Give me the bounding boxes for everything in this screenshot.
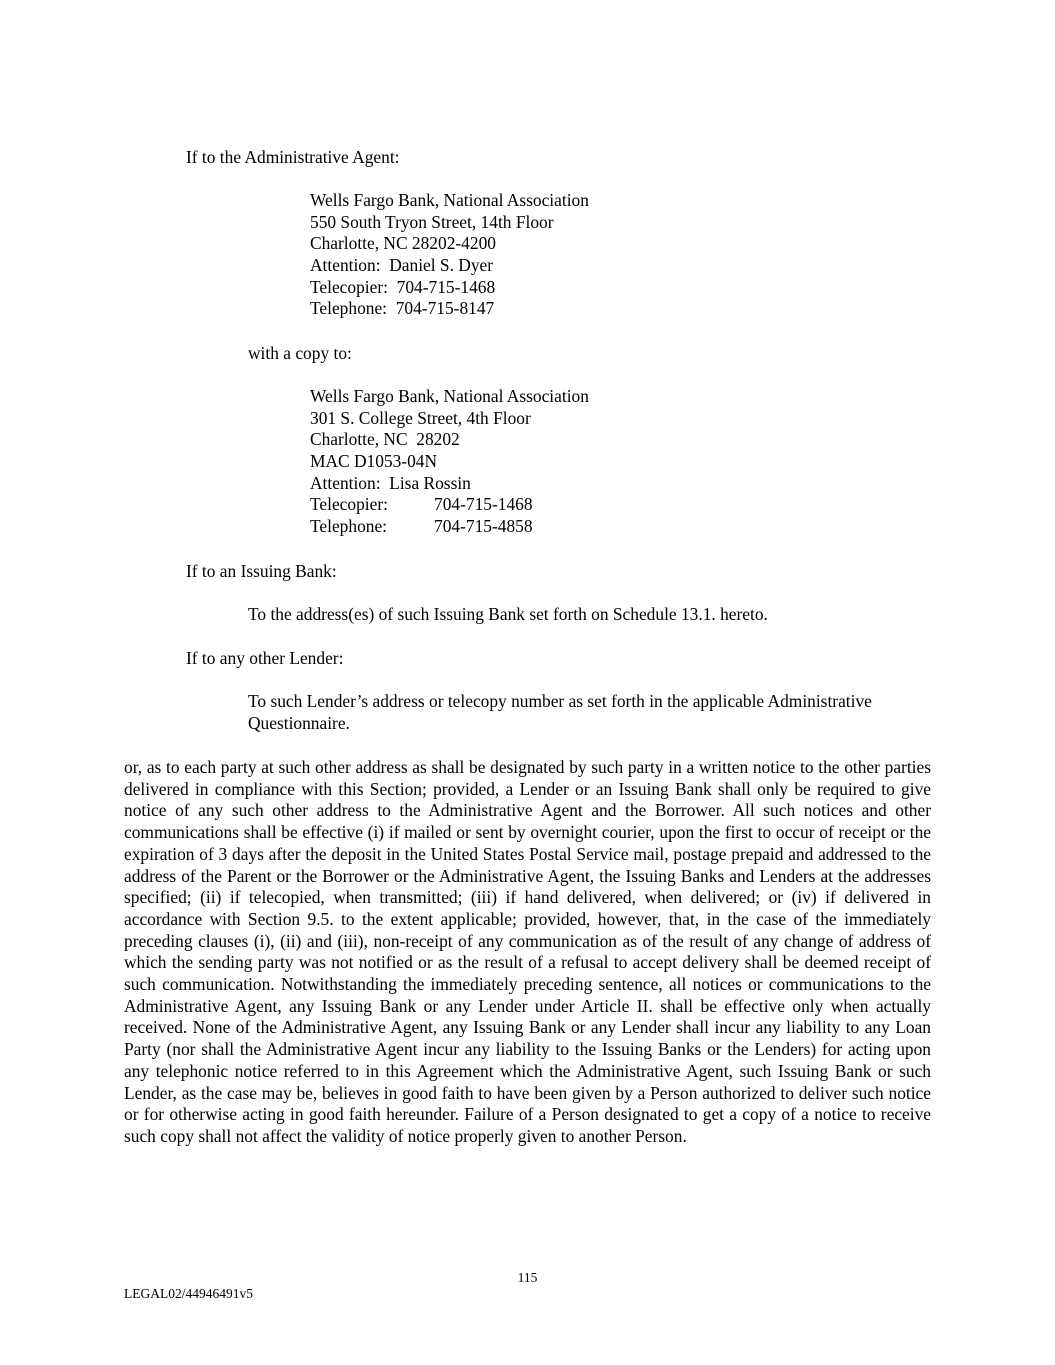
issuing-bank-text: To the address(es) of such Issuing Bank set forth on Schedule 13.1. hereto. <box>248 604 768 624</box>
address-line: MAC D1053-04N <box>310 451 438 472</box>
address-line: Wells Fargo Bank, National Association <box>310 386 589 406</box>
notice-body-paragraph: or, as to each party at such other address as shall be designated by such party in a written notice to the other parties delivered in compliance with this Section; provided, a Lender or an Issuing Bank shall only be required to give notice of any such other address to the Administrative Agent and the Borrower. All such notices and other communications shall be effective (i) if mailed or sent by overnight courier, upon the first to occur of receipt or the expiration of 3 days after the deposit in the United States Postal Service mail, postage prepaid and addressed to the address of the Parent or the Borrower or the Administrative Agent, the Issuing Banks and Lenders at the addresses specified; (ii) if telecopied, when transmitted; (iii) if hand delivered, when delivered; or (iv) if delivered in accordance with Section 9.5. to the extent applicable; provided, however, that, in the case of the immediately preceding clauses (i), (ii) and (iii), non-receipt of any communication as of the result of any change of address of which the sending party was not notified or as the result of a refusal to accept delivery shall be deemed receipt of such communication. Notwithstanding the immediately preceding sentence, all notices or communications to the Administrative Agent, any Issuing Bank or any Lender under Article II. shall be effective only when actually received. None of the Administrative Agent, any Issuing Bank or any Lender shall incur any liability to any Loan Party (nor shall the Administrative Agent incur any liability to the Issuing Banks or the Lenders) for acting upon any telephonic notice referred to in this Agreement which the Administrative Agent, such Issuing Bank or such Lender, as the case may be, believes in good faith to have been given by a Person authorized to deliver such notice or for otherwise acting in good faith hereunder. Failure of a Person designated to get a copy of a notice to receive such copy shall not affect the validity of notice properly given to another Person. <box>124 757 931 1146</box>
telephone-value: 704-715-4858 <box>434 516 533 537</box>
telephone-line <box>310 516 589 538</box>
address-line: Telephone: 704-715-8147 <box>310 298 495 319</box>
admin-agent-heading: If to the Administrative Agent: <box>186 147 400 167</box>
telephone-label: Telephone: <box>310 516 388 537</box>
other-lender-text-line2: Questionnaire. <box>248 713 350 733</box>
telecopier-value: 704-715-1468 <box>434 494 533 515</box>
copy-heading: with a copy to: <box>248 343 352 363</box>
address-line: Charlotte, NC 28202-4200 <box>310 233 496 254</box>
address-line: Attention: Daniel S. Dyer <box>310 255 494 276</box>
other-lender-text-line1: To such Lender’s address or telecopy number as set forth in the applicable Administrative <box>248 691 872 711</box>
copy-address <box>310 386 589 538</box>
telecopier-label: Telecopier: <box>310 494 388 515</box>
address-line: Charlotte, NC 28202 <box>310 429 460 450</box>
issuing-bank-heading: If to an Issuing Bank: <box>186 561 337 581</box>
address-line: Attention: Lisa Rossin <box>310 472 471 493</box>
admin-agent-address <box>310 190 589 320</box>
address-line: Wells Fargo Bank, National Association <box>310 190 589 210</box>
document-id: LEGAL02/44946491v5 <box>124 1286 253 1301</box>
telecopier-line <box>310 494 589 516</box>
other-lender-heading: If to any other Lender: <box>186 648 344 668</box>
page-number: 115 <box>517 1270 538 1285</box>
address-line: 550 South Tryon Street, 14th Floor <box>310 211 554 232</box>
address-line: 301 S. College Street, 4th Floor <box>310 407 531 428</box>
address-line: Telecopier: 704-715-1468 <box>310 276 496 297</box>
